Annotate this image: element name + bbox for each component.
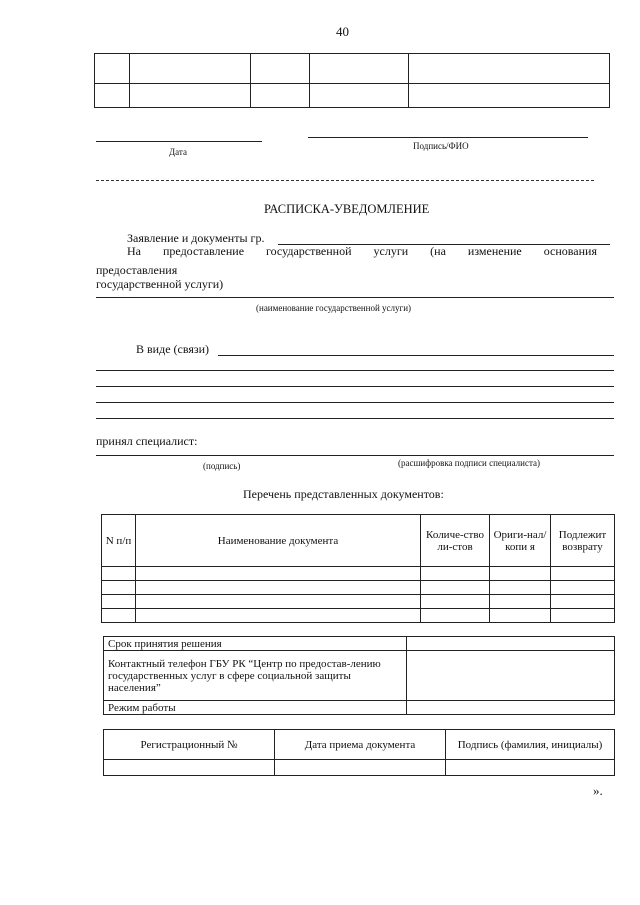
- service-caption: (наименование государственной услуги): [256, 303, 412, 313]
- statement-line-2: [127, 244, 597, 258]
- signature-line: [308, 137, 588, 138]
- statement-line-3: предоставления: [96, 263, 178, 277]
- closing-quote: ».: [593, 783, 603, 798]
- header-sheet-count: Количе-ство ли-стов: [421, 515, 490, 567]
- table-row: [102, 595, 615, 609]
- signature-fio-label: Подпись/ФИО: [413, 141, 469, 151]
- contact-phone-label: Контактный телефон ГБУ РК “Центр по предостав-лению государственных услуг в сфере социальной защиты населения”: [104, 651, 407, 701]
- registration-number-header: Регистрационный №: [104, 730, 275, 760]
- date-label: Дата: [169, 147, 187, 157]
- form-line-4: [96, 402, 614, 403]
- receipt-date-header: Дата приема документа: [275, 730, 446, 760]
- word-5: (на: [430, 244, 446, 258]
- service-line: [96, 297, 614, 298]
- work-hours-value: [407, 701, 615, 715]
- word-3: государственной: [266, 244, 352, 258]
- word-7: основания: [543, 244, 597, 258]
- form-line-5: [96, 418, 614, 419]
- documents-heading: Перечень представленных документов:: [243, 487, 444, 501]
- signature-header: Подпись (фамилия, инициалы): [446, 730, 615, 760]
- signature-caption: (подпись): [203, 461, 241, 471]
- info-table: [103, 636, 615, 715]
- form-line-2: [96, 370, 614, 371]
- deadline-label: Срок принятия решения: [104, 637, 407, 651]
- table-row: [102, 567, 615, 581]
- contact-phone-value: [407, 651, 615, 701]
- receipt-title: РАСПИСКА-УВЕДОМЛЕНИЕ: [264, 202, 430, 216]
- deadline-value: [407, 637, 615, 651]
- documents-table: [101, 514, 615, 623]
- word-6: изменение: [467, 244, 522, 258]
- header-document-name: Наименование документа: [136, 515, 421, 567]
- word-2: предоставление: [162, 244, 245, 258]
- work-hours-label: Режим работы: [104, 701, 407, 715]
- cut-line: [96, 180, 594, 181]
- registration-table: [103, 729, 615, 776]
- table-row: [102, 609, 615, 623]
- word-4: услуги: [373, 244, 409, 258]
- accepted-line: [96, 455, 614, 456]
- top-table: [94, 53, 610, 108]
- header-number: N п/п: [102, 515, 136, 567]
- form-label: В виде (связи): [136, 342, 210, 356]
- decryption-caption: (расшифровка подписи специалиста): [398, 458, 540, 468]
- table-row: [102, 581, 615, 595]
- statement-line-1: Заявление и документы гр.: [127, 231, 265, 245]
- form-line-1: [218, 355, 614, 356]
- date-line: [96, 141, 262, 142]
- form-line-3: [96, 386, 614, 387]
- statement-line-4: государственной услуги): [96, 277, 224, 291]
- accepted-label: принял специалист:: [96, 434, 198, 448]
- page-number: 40: [336, 24, 349, 39]
- header-original-copy: Ориги-нал/копи я: [490, 515, 551, 567]
- word-1: На: [127, 244, 141, 258]
- header-return: Подлежит возврату: [551, 515, 615, 567]
